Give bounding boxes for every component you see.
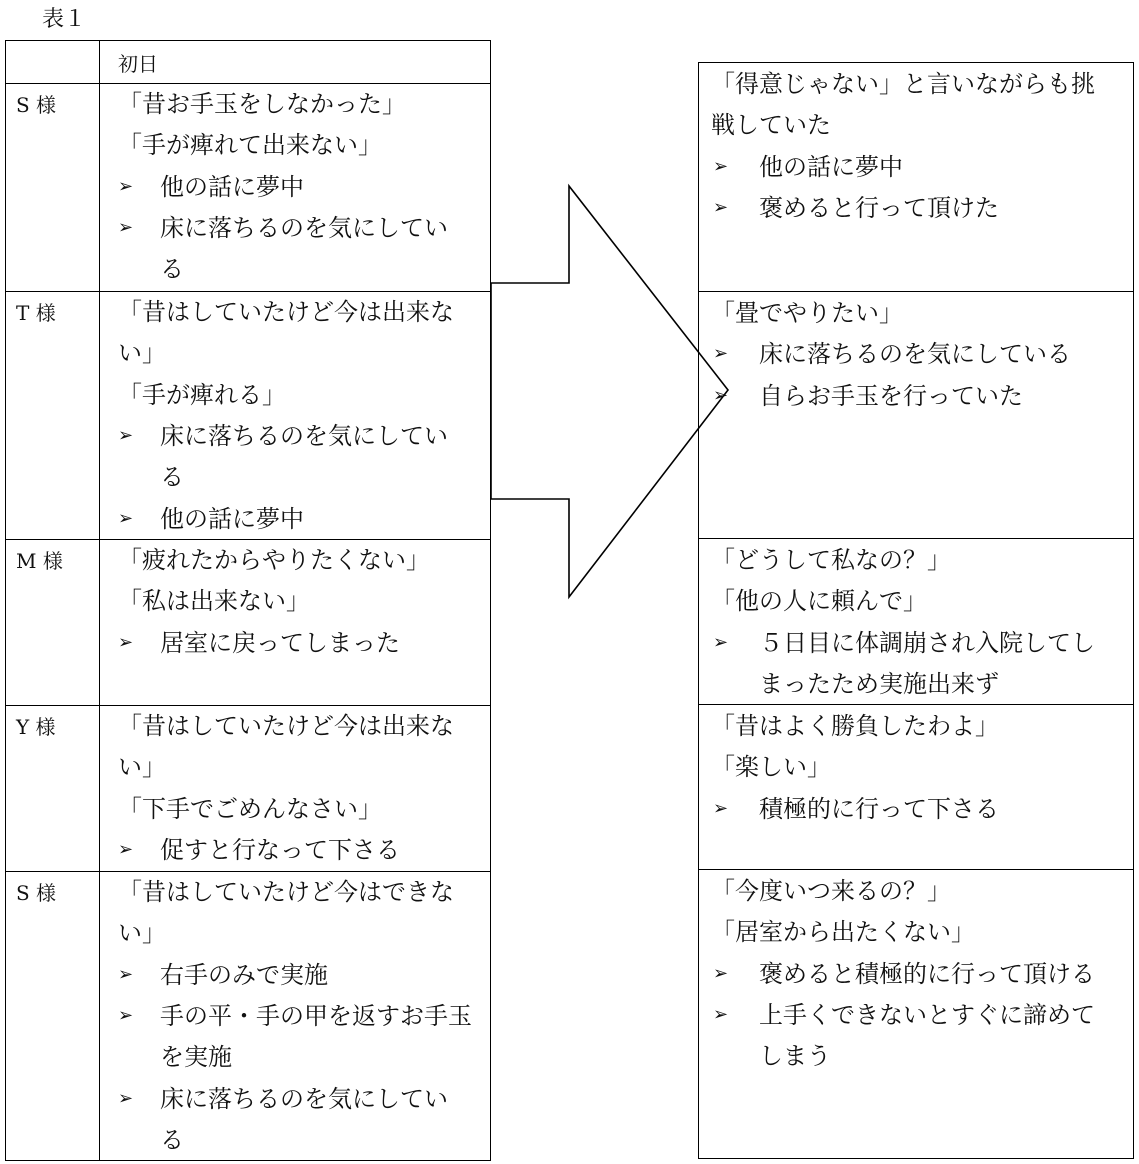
quote-line: 「今度いつ来るの？」 — [711, 877, 951, 905]
quote-line: 「どうして私なの？」 — [711, 546, 951, 574]
arrow-bullet-icon: ➢ — [713, 196, 729, 218]
arrow-bullet-icon: ➢ — [118, 1004, 134, 1026]
result-cell — [699, 704, 1133, 870]
arrow-bullet-icon: ➢ — [118, 175, 134, 197]
quote-line: 「昔はしていたけど今はできな — [118, 878, 454, 906]
arrow-bullet-icon: ➢ — [118, 963, 134, 985]
arrow-bullet-icon: ➢ — [118, 424, 134, 446]
quote-line: 「手が痺れて出来ない」 — [118, 131, 382, 160]
quote-line: 「昔はしていたけど今は出来な — [118, 298, 454, 326]
result-cell — [699, 538, 1133, 705]
result-cell — [699, 63, 1133, 291]
quote-line: 「下手でごめんなさい」 — [118, 794, 382, 823]
bullet-text: 積極的に行って下さる — [759, 794, 999, 823]
arrow-bullet-icon: ➢ — [713, 1003, 729, 1025]
bullet-text: 床に落ちるのを気にしている — [759, 340, 1071, 369]
quote-line: い」 — [118, 919, 166, 948]
bullet-text: 床に落ちるのを気にしてい — [160, 421, 448, 450]
quote-line: い」 — [118, 339, 166, 368]
quote-line: 「昔はしていたけど今は出来な — [118, 712, 454, 740]
resident-name: S 様 — [6, 872, 100, 1161]
bullet-text: を実施 — [160, 1043, 232, 1072]
bullet-text: 右手のみで実施 — [160, 960, 328, 989]
right-table — [698, 62, 1134, 1159]
bullet-text: 褒めると行って頂けた — [759, 193, 999, 222]
header-day1-label: 初日 — [118, 52, 158, 76]
resident-name: Y 様 — [6, 706, 100, 872]
quote-line: 「昔はよく勝負したわよ」 — [711, 712, 999, 740]
quote-line: い」 — [118, 753, 166, 782]
resident-name: T 様 — [6, 292, 100, 540]
arrow-bullet-icon: ➢ — [713, 343, 729, 365]
quote-line: 「疲れたからやりたくない」 — [118, 546, 430, 574]
quote-line: 「居室から出たくない」 — [711, 918, 975, 947]
arrow-bullet-icon: ➢ — [713, 155, 729, 177]
arrow-bullet-icon: ➢ — [118, 1087, 134, 1109]
quote-line: 「手が痺れる」 — [118, 380, 286, 409]
quote-line: 「得意じゃない」と言いながらも挑 — [711, 70, 1095, 98]
quote-line: 「楽しい」 — [711, 753, 831, 782]
bullet-text: 床に落ちるのを気にしてい — [160, 1084, 448, 1113]
result-cell — [699, 291, 1133, 539]
bullet-text: 居室に戻ってしまった — [160, 628, 400, 657]
arrow-bullet-icon: ➢ — [713, 384, 729, 406]
table-caption: 表１ — [42, 7, 87, 32]
bullet-text: 上手くできないとすぐに諦めて — [759, 1000, 1095, 1029]
bullet-text: 手の平・手の甲を返すお手玉 — [160, 1001, 472, 1030]
bullet-text: る — [160, 463, 184, 492]
arrow-bullet-icon: ➢ — [118, 838, 134, 860]
arrow-bullet-icon: ➢ — [118, 507, 134, 529]
bullet-text: まったため実施出来ず — [759, 669, 999, 698]
bullet-text: 促すと行なって下さる — [160, 835, 400, 864]
arrow-bullet-icon: ➢ — [118, 216, 134, 238]
bullet-text: 褒めると積極的に行って頂ける — [759, 959, 1095, 988]
quote-line: 戦していた — [711, 111, 831, 140]
bullet-text: る — [160, 1125, 184, 1154]
bullet-text: る — [160, 255, 184, 284]
quote-line: 「昔お手玉をしなかった」 — [118, 90, 406, 118]
bullet-text: 自らお手玉を行っていた — [759, 381, 1023, 410]
bullet-text: 他の話に夢中 — [160, 504, 304, 533]
bullet-text: しまう — [759, 1042, 831, 1071]
bullet-text: 他の話に夢中 — [759, 152, 903, 181]
bullet-text: 他の話に夢中 — [160, 172, 304, 201]
bullet-text: 床に落ちるのを気にしてい — [160, 213, 448, 242]
quote-line: 「私は出来ない」 — [118, 587, 310, 616]
arrow-bullet-icon: ➢ — [713, 962, 729, 984]
arrow-bullet-icon: ➢ — [118, 631, 134, 653]
quote-line: 「他の人に頼んで」 — [711, 587, 927, 616]
bullet-text: ５日目に体調崩され入院してし — [759, 628, 1095, 657]
quote-line: 「畳でやりたい」 — [711, 299, 903, 327]
resident-name: S 様 — [6, 84, 100, 292]
resident-name: M 様 — [6, 540, 100, 706]
arrow-bullet-icon: ➢ — [713, 797, 729, 819]
arrow-bullet-icon: ➢ — [713, 631, 729, 653]
result-cell — [699, 869, 1133, 1159]
